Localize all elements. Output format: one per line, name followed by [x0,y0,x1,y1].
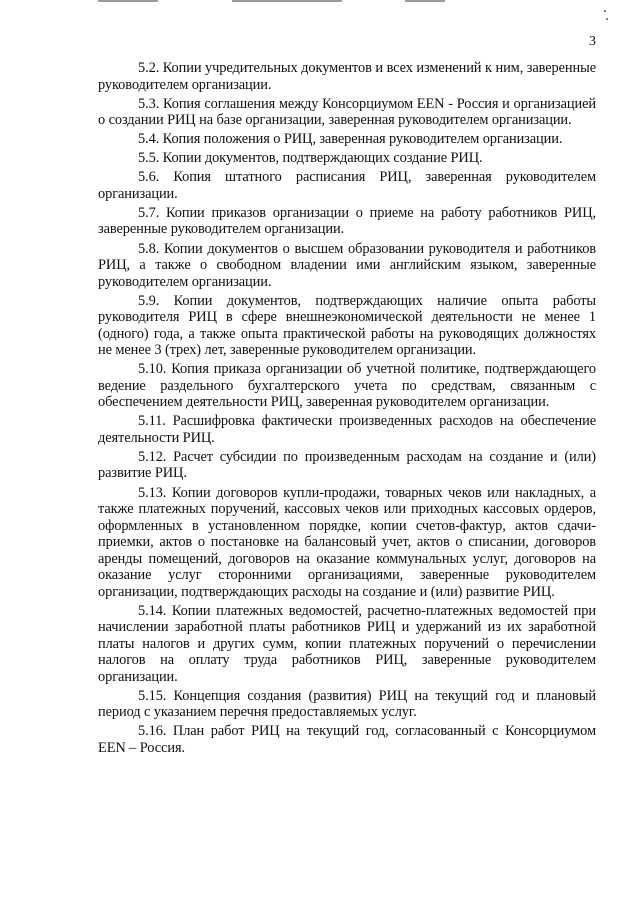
scan-speck [604,10,606,12]
scan-artifact-line [98,0,158,2]
paragraph-5-7: 5.7. Копии приказов организации о приеме на работу работников РИЦ, заверенные руководителем организации. [98,204,596,238]
paragraph-5-3: 5.3. Копия соглашения между Консорциумом EEN - Россия и организацией о создании РИЦ на базе организации, заверенная руководителем организации. [98,95,596,129]
paragraph-5-6: 5.6. Копия штатного расписания РИЦ, заверенная руководителем организации. [98,169,596,202]
page-number: 3 [589,34,596,49]
paragraph-5-15: 5.15. Концепция создания (развития) РИЦ на текущий год и плановый период с указанием перечня предоставляемых услуг. [98,687,596,721]
paragraph-5-11: 5.11. Расшифровка фактически произведенных расходов на обеспечение деятельности РИЦ. [98,413,596,446]
paragraph-5-12: 5.12. Расчет субсидии по произведенным расходам на создание и (или) развитие РИЦ. [98,448,596,482]
scan-artifact-line [405,0,445,2]
scan-speck [606,18,608,20]
document-body [98,60,596,759]
paragraph-5-5: 5.5. Копии документов, подтверждающих создание РИЦ. [138,150,483,167]
paragraph-5-4: 5.4. Копия положения о РИЦ, заверенная руководителем организации. [138,131,563,148]
paragraph-5-2: 5.2. Копии учредительных документов и всех изменений к ним, заверенные руководителем организации. [98,60,596,93]
scan-artifact-line [232,0,342,2]
paragraph-5-16: 5.16. План работ РИЦ на текущий год, согласованный с Консорциумом EEN – Россия. [98,723,596,756]
paragraph-5-14: 5.14. Копии платежных ведомостей, расчетно-платежных ведомостей при начислении заработной платы работников РИЦ и удержаний из их заработной платы налогов и других сумм, копии платежных поручений о перечислении налогов на оплату труда работников РИЦ, заверенные руководителем организации. [98,602,596,685]
paragraph-5-8: 5.8. Копии документов о высшем образовании руководителя и работников РИЦ, а также о свободном владении ими английским языком, заверенные руководителем организации. [98,240,596,290]
paragraph-5-10: 5.10. Копия приказа организации об учетной политике, подтверждающего ведение раздельного бухгалтерского учета по средствам, связанным с обеспечением деятельности РИЦ, заверенная руководителем организации. [98,361,596,411]
paragraph-5-13: 5.13. Копии договоров купли-продажи, товарных чеков или накладных, а также платежных поручений, кассовых чеков или приходных кассовых ордеров, оформленных в установленном порядке, копии счетов-фактур, актов сдачи-приемки, актов о постановке на балансовый учет, актов о списании, договоров аренды помещений, договоров на оказание коммунальных услуг, договоров на оказание услуг сторонними организациями, заверенные руководителем организации, подтверждающих расходы на создание и (или) развитие РИЦ. [98,484,596,600]
paragraph-5-9: 5.9. Копии документов, подтверждающих наличие опыта работы руководителя РИЦ в сфере внешнеэкономической деятельности не менее 1 (одного) года, а также опыта практической работы на руководящих должностях не менее 3 (трех) лет, заверенные руководителем организации. [98,292,596,359]
